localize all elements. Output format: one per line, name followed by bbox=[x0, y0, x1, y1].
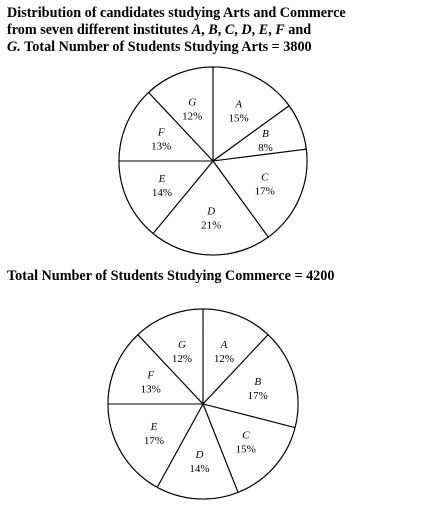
title-line-1: Distribution of candidates studying Arts and Commerce bbox=[7, 5, 346, 21]
title-line-2: from seven different institutes A, B, C, D, E, F and bbox=[7, 22, 312, 38]
arts-slice-d-value: 21% bbox=[201, 219, 222, 232]
commerce-pie-chart bbox=[107, 308, 299, 500]
commerce-slice-f-value: 13% bbox=[140, 383, 161, 396]
commerce-slice-f-name: F bbox=[147, 369, 155, 382]
arts-slice-c-value: 17% bbox=[254, 185, 275, 198]
commerce-slice-e-name: E bbox=[150, 421, 158, 434]
arts-slice-e-name: E bbox=[158, 173, 166, 186]
title-institute-e: E bbox=[258, 22, 269, 38]
title-line-2-prefix: from seven different institutes bbox=[7, 22, 192, 38]
title-institute-f: F bbox=[275, 22, 285, 38]
chart-title bbox=[7, 5, 415, 56]
arts-total-label: Total Number of Students Studying Arts = 3800 bbox=[24, 39, 312, 55]
commerce-slice-b-value: 17% bbox=[247, 390, 268, 403]
commerce-slice-d-name: D bbox=[195, 448, 204, 461]
arts-slice-a-name: A bbox=[235, 98, 242, 111]
arts-slice-f-value: 13% bbox=[151, 140, 172, 153]
commerce-slice-b-name: B bbox=[254, 376, 262, 389]
title-line-3 bbox=[7, 39, 415, 56]
commerce-total-label: Total Number of Students Studying Commerce = 4200 bbox=[7, 268, 335, 284]
arts-slice-a-value: 15% bbox=[228, 112, 249, 125]
arts-slice-e-value: 14% bbox=[151, 187, 173, 200]
commerce-slice-c-name: C bbox=[242, 429, 250, 442]
title-institute-a: A bbox=[191, 22, 202, 38]
title-institute-g: G. bbox=[7, 39, 21, 55]
commerce-slice-e-value: 17% bbox=[143, 435, 165, 448]
commerce-slice-c-value: 15% bbox=[235, 443, 256, 456]
commerce-slice-g-name: G bbox=[178, 339, 186, 352]
arts-slice-d-name: D bbox=[207, 205, 216, 218]
title-and: and bbox=[288, 22, 312, 38]
arts-slice-g-value: 12% bbox=[182, 110, 203, 123]
arts-slice-b-value: 8% bbox=[258, 142, 273, 155]
arts-slice-g-name: G bbox=[188, 96, 197, 109]
arts-slice-f-name: F bbox=[157, 126, 165, 139]
commerce-slice-g-value: 12% bbox=[171, 353, 193, 366]
title-institute-b: B bbox=[208, 22, 218, 38]
arts-slice-c-name: C bbox=[261, 171, 269, 184]
commerce-slice-d-value: 14% bbox=[189, 462, 210, 475]
title-institute-c: C bbox=[224, 22, 235, 38]
commerce-slice-a-name: A bbox=[220, 339, 228, 352]
title-institute-d: D bbox=[241, 22, 252, 38]
arts-pie-chart bbox=[118, 66, 308, 256]
commerce-slice-a-value: 12% bbox=[213, 353, 235, 366]
arts-slice-b-name: B bbox=[262, 128, 269, 141]
